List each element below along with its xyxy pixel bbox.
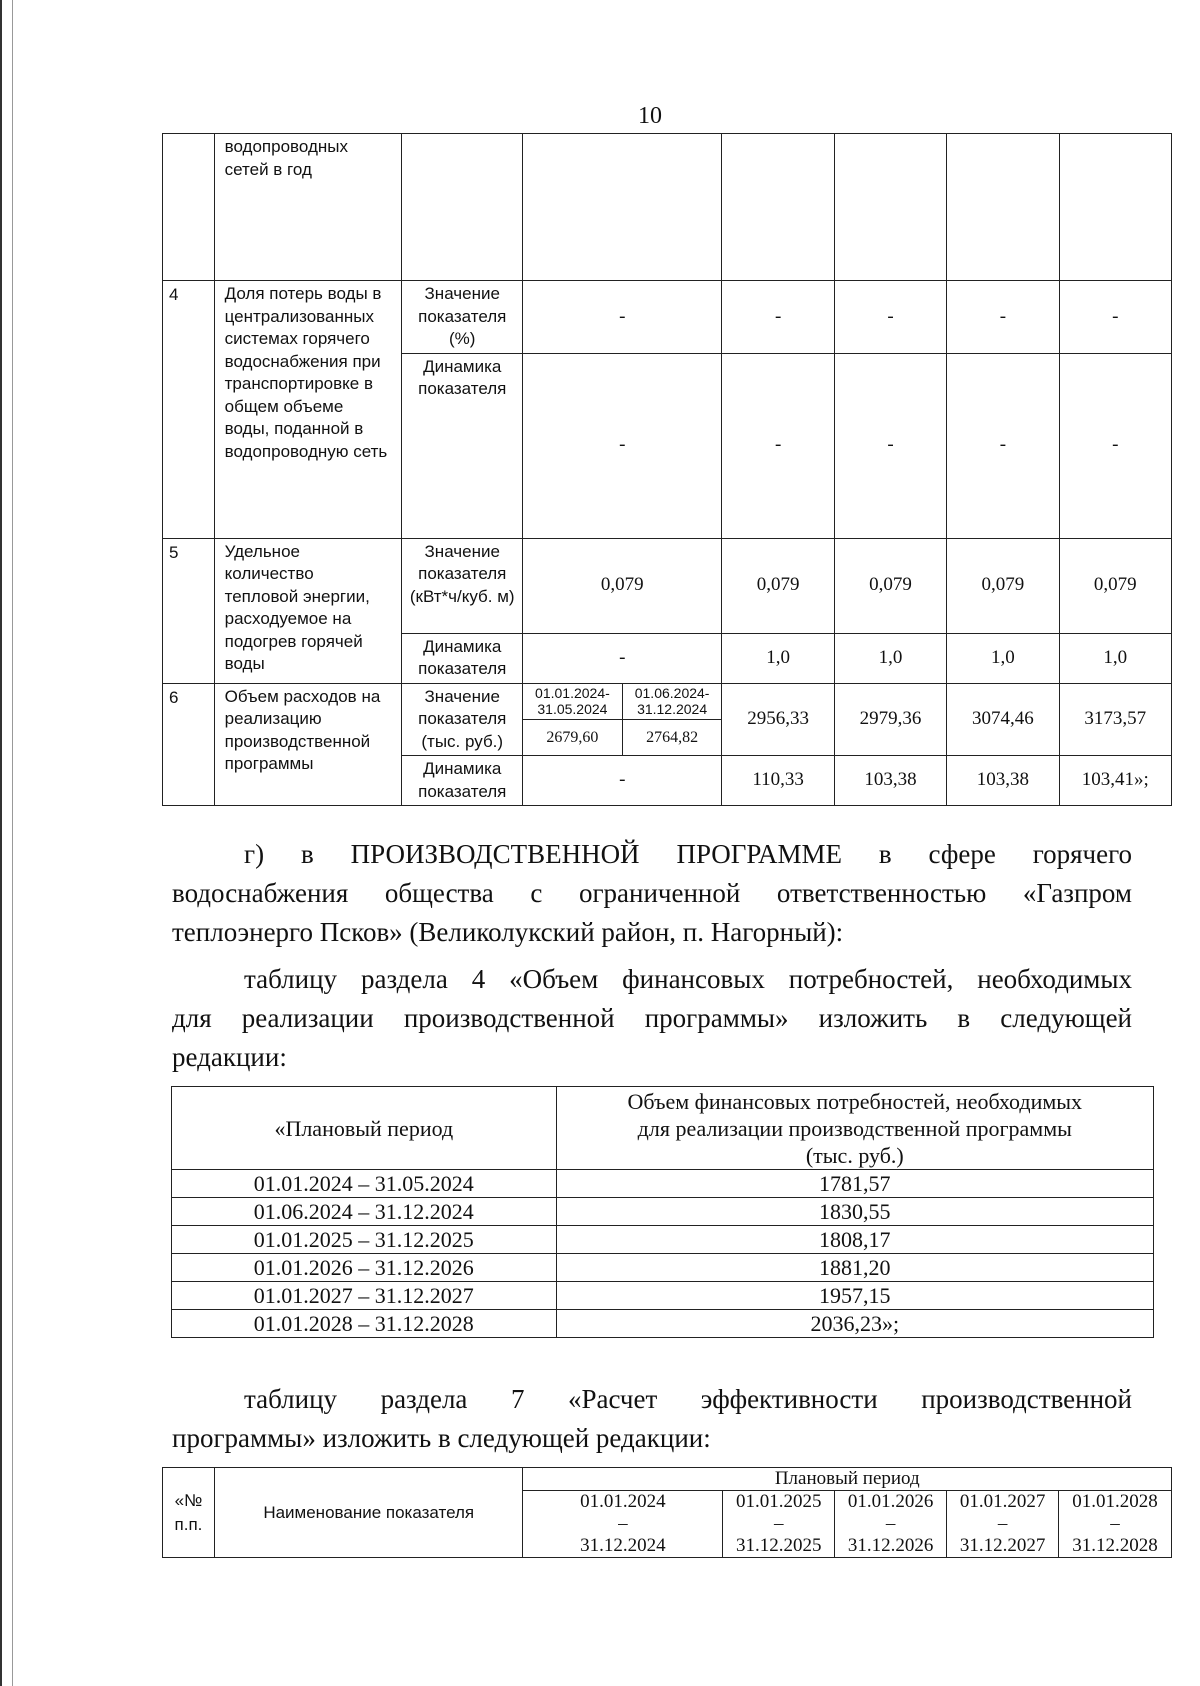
indicators-table-continued [162,133,1172,806]
dynamic-cell: 110,33 [722,756,834,806]
value-cell: 0,079 [722,538,834,633]
indicator-name: Доля потерь воды в централизованных системах горячего водоснабжения при транспортировке в общем объеме воды, поданной в водопроводную сеть [214,281,402,539]
value-cell: 2979,36 [834,683,946,756]
dynamic-cell: 1,0 [1059,633,1171,683]
value-cell: 2956,33 [722,683,834,756]
dynamic-cell: - [523,353,722,538]
dynamic-cell: - [523,756,722,806]
dynamic-cell: - [1059,353,1171,538]
period-cell: 01.01.2028 – 31.12.2028 [1059,1491,1172,1558]
unit-cell: Динамика показателя [402,353,523,538]
value-cell: 3173,57 [1059,683,1171,756]
table-header-row [163,1468,1172,1491]
dynamic-cell: 1,0 [834,633,946,683]
paragraph-table4-line3: редакции: [172,1042,287,1072]
value-cell: - [1059,281,1171,354]
financial-needs-table [171,1086,1154,1338]
value-cell: - [834,281,946,354]
dynamic-cell: 103,38 [834,756,946,806]
header-num: «№ п.п. [163,1468,215,1558]
row-number: 6 [163,683,215,806]
table-row: 01.06.2024 – 31.12.2024 1830,55 [172,1198,1154,1226]
dynamic-cell: - [523,633,722,683]
unit-cell: Динамика показателя [402,633,523,683]
header-name: Наименование показателя [214,1468,523,1558]
dynamic-cell: - [947,353,1059,538]
value-b: 2764,82 [622,720,722,756]
dynamic-cell: 1,0 [947,633,1059,683]
value-cell: 0,079 [1059,538,1171,633]
table-header-row [172,1087,1154,1170]
row-number: 4 [163,281,215,539]
paragraph-table4-line2: для реализации производственной программы» изложить в следующей [172,1003,1132,1033]
period-cell: 01.01.2026 – 31.12.2026 [835,1491,947,1558]
value-cell: 0,079 [523,538,722,633]
value-a: 2679,60 [523,720,623,756]
table-row [163,683,1172,720]
page-number: 10 [638,103,662,129]
period-cell: 01.01.2027 – 31.12.2027 [947,1491,1059,1558]
table-row: 01.01.2028 – 31.12.2028 2036,23»; [172,1310,1154,1338]
scan-left-edge [0,0,8,1686]
table-row [163,134,1172,281]
value-cell: 0,079 [834,538,946,633]
unit-cell: Значение показателя (тыс. руб.) [402,683,523,756]
paragraph-table7-line1: таблицу раздела 7 «Расчет эффективности производственной [244,1384,1132,1414]
table-row: 01.01.2025 – 31.12.2025 1808,17 [172,1226,1154,1254]
period-cell: 01.01.2025 – 31.12.2025 [723,1491,835,1558]
value-cell: - [523,281,722,354]
dynamic-cell: 1,0 [722,633,834,683]
unit-cell: Динамика показателя [402,756,523,806]
dynamic-cell: 103,41»; [1059,756,1171,806]
indicator-name: Объем расходов на реализацию производственной программы [214,683,402,806]
period-cell: 01.01.2024 – 31.12.2024 [523,1491,723,1558]
paragraph-table7-line2: программы» изложить в следующей редакции: [172,1423,711,1453]
paragraph-g-line1: г) в ПРОИЗВОДСТВЕННОЙ ПРОГРАММЕ в сфере горячего [244,839,1132,869]
row-number: 5 [163,538,215,683]
scan-left-edge-line [12,0,13,1686]
paragraph-g-line2: водоснабжения общества с ограниченной ответственностью «Газпром [172,878,1132,908]
paragraph-g-line3: теплоэнерго Псков» (Великолукский район, п. Нагорный): [172,917,844,947]
unit-cell: Значение показателя (%) [402,281,523,354]
indicator-name: Удельное количество тепловой энергии, расходуемое на подогрев горячей воды [214,538,402,683]
value-cell: 0,079 [947,538,1059,633]
table-row [163,538,1172,633]
header-planned-period: Плановый период [523,1468,1172,1491]
period-a: 01.01.2024-31.05.2024 [523,683,623,720]
dynamic-cell: - [722,353,834,538]
efficiency-table-header [162,1467,1172,1558]
dynamic-cell: - [834,353,946,538]
table-row: 01.01.2024 – 31.05.2024 1781,57 [172,1170,1154,1198]
indicator-name: водопроводных сетей в год [214,134,402,281]
table-row [163,281,1172,354]
period-b: 01.06.2024-31.12.2024 [622,683,722,720]
row-number [163,134,215,281]
header-volume: Объем финансовых потребностей, необходимых для реализации производственной программы (тыс. руб.) [556,1087,1153,1170]
value-cell: - [947,281,1059,354]
paragraph-table4-line1: таблицу раздела 4 «Объем финансовых потребностей, необходимых [244,964,1132,994]
header-period: «Плановый период [172,1087,557,1170]
table-row: 01.01.2026 – 31.12.2026 1881,20 [172,1254,1154,1282]
value-cell: 3074,46 [947,683,1059,756]
value-cell: - [722,281,834,354]
dynamic-cell: 103,38 [947,756,1059,806]
table-row: 01.01.2027 – 31.12.2027 1957,15 [172,1282,1154,1310]
unit-cell: Значение показателя (кВт*ч/куб. м) [402,538,523,633]
